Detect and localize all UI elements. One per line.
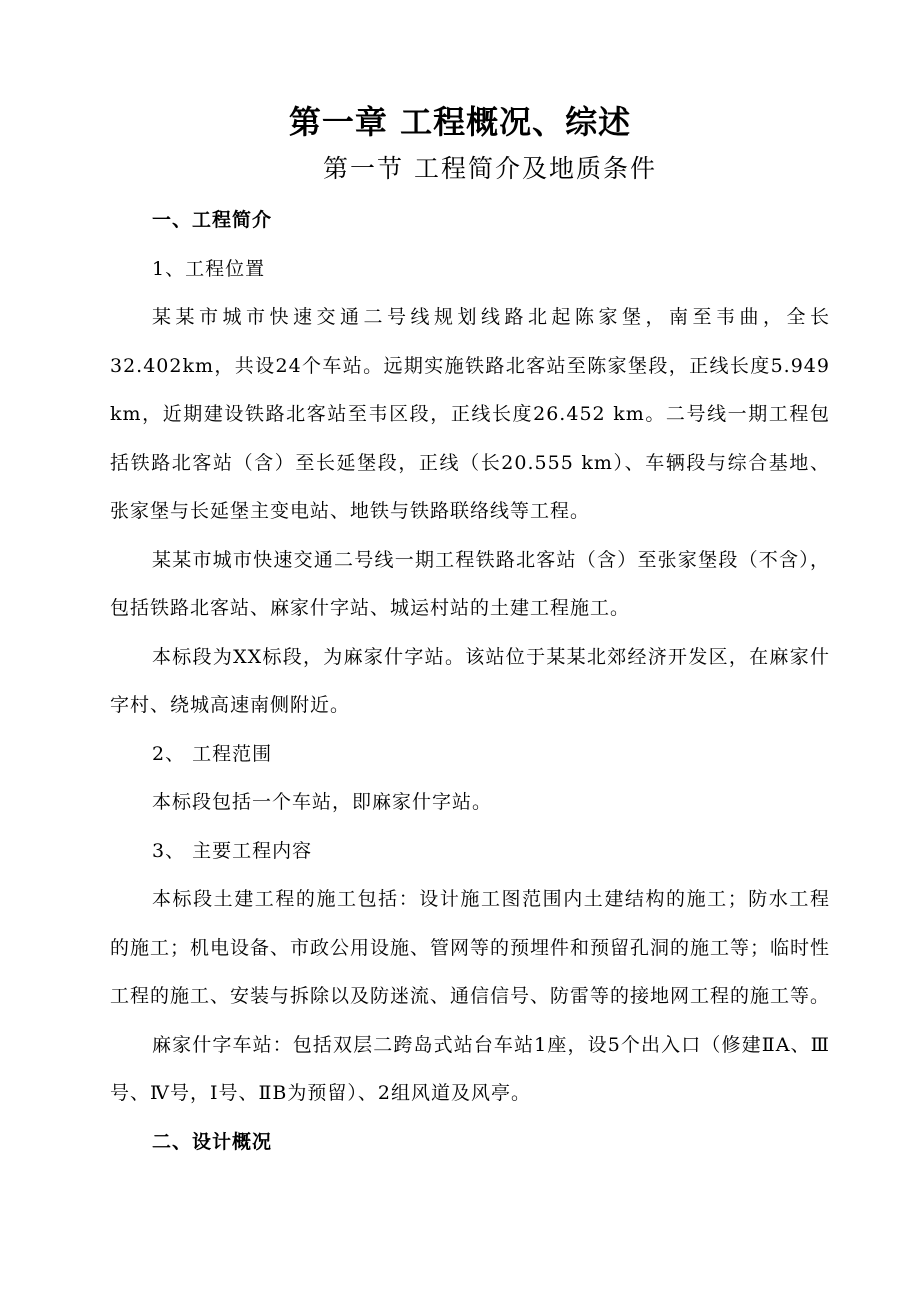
heading-project-intro: 一、工程简介 [152,209,273,231]
paragraph-phase-one: 某某市城市快速交通二号线一期工程铁路北客站（含）至张家堡段（不含），包括铁路北客站、麻家什字站、城运村站的土建工程施工。 [110,548,830,619]
paragraph-scope: 本标段包括一个车站，即麻家什字站。 [152,791,493,813]
chapter-title: 第一章 工程概况、综述 [288,103,632,141]
heading-design-overview: 二、设计概况 [152,1130,273,1153]
subheading-scope: 2、 工程范围 [152,742,273,765]
paragraph-section-station: 本标段为XX标段，为麻家什字站。该站位于某某北郊经济开发区，在麻家什字村、绕城高速南侧附近。 [110,645,830,716]
paragraph-station-details: 麻家什字车站：包括双层二跨岛式站台车站1座，设5个出入口（修建ⅡA、Ⅲ号、Ⅳ号，Ⅰ号、ⅡB为预留）、2组风道及风亭。 [110,1033,830,1104]
subheading-location: 1、工程位置 [152,257,266,280]
subheading-main-content: 3、 主要工程内容 [152,839,313,862]
paragraph-construction-items: 本标段土建工程的施工包括：设计施工图范围内土建结构的施工；防水工程的施工；机电设备、市政公用设施、管网等的预埋件和预留孔洞的施工等；临时性工程的施工、安装与拆除以及防迷流、通信信号、防雷等的接地网工程的施工等。 [110,888,831,1007]
document-body [110,196,830,1166]
section-title: 第一节 工程简介及地质条件 [323,154,657,183]
paragraph-route: 某某市城市快速交通二号线规划线路北起陈家堡，南至韦曲，全长32.402km，共设24个车站。远期实施铁路北客站至陈家堡段，正线长度5.949 km，近期建设铁路北客站至韦区段，正线长度26.452 km。二号线一期工程包括铁路北客站（含）至长延堡段，正线（长20.555 km）、车辆段与综合基地、张家堡与长延堡主变电站、地铁与铁路联络线等工程。 [110,306,830,522]
